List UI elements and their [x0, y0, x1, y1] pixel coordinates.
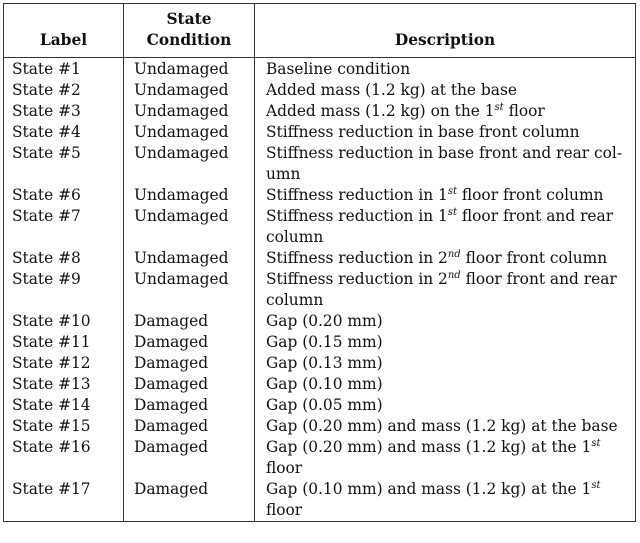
header-row [4, 4, 636, 58]
row-label: State #6 [4, 185, 124, 206]
description-continuation: column [266, 291, 324, 309]
description-text: Gap (0.15 mm) [266, 333, 383, 351]
table-row [4, 374, 636, 395]
row-label: State #13 [4, 374, 124, 395]
row-condition: Damaged [124, 353, 255, 374]
ordinal-superscript: st [591, 480, 601, 491]
row-label: State #15 [4, 416, 124, 437]
description-tail: floor front column [460, 249, 608, 267]
row-condition: Damaged [124, 374, 255, 395]
table-row [4, 143, 636, 185]
row-label: State #7 [4, 206, 124, 248]
row-label: State #4 [4, 122, 124, 143]
table-row [4, 311, 636, 332]
description-text: Gap (0.10 mm) [266, 375, 383, 393]
ordinal-superscript: st [494, 102, 504, 113]
row-label: State #12 [4, 353, 124, 374]
description-line [266, 395, 629, 416]
table-row [4, 185, 636, 206]
header-state-condition: State Condition [124, 4, 255, 58]
table-row [4, 122, 636, 143]
table-row [4, 416, 636, 437]
description-line [266, 206, 629, 227]
table-row [4, 437, 636, 479]
table-body [4, 58, 636, 522]
row-label: State #2 [4, 80, 124, 101]
description-text: Stiffness reduction in 1 [266, 186, 448, 204]
row-description [255, 122, 636, 143]
row-condition: Undamaged [124, 143, 255, 185]
description-continuation: column [266, 228, 324, 246]
description-text: Stiffness reduction in 1 [266, 207, 448, 225]
row-condition: Undamaged [124, 58, 255, 81]
description-text: Gap (0.20 mm) [266, 312, 383, 330]
row-description [255, 269, 636, 311]
description-tail: floor front and rear [460, 270, 617, 288]
header-label: Label [4, 4, 124, 58]
description-line [266, 353, 629, 374]
row-condition: Undamaged [124, 185, 255, 206]
description-text: Stiffness reduction in 2 [266, 270, 448, 288]
table-row [4, 269, 636, 311]
description-tail: floor [503, 102, 545, 120]
description-line [266, 122, 629, 143]
ordinal-superscript: st [447, 186, 457, 197]
ordinal-superscript: nd [447, 249, 461, 260]
row-description [255, 332, 636, 353]
row-condition: Damaged [124, 416, 255, 437]
description-tail: floor front column [457, 186, 604, 204]
description-line [266, 332, 629, 353]
description-line [266, 143, 629, 164]
table-row [4, 80, 636, 101]
description-text: Gap (0.13 mm) [266, 354, 383, 372]
ordinal-superscript: st [447, 207, 457, 218]
description-text: Gap (0.20 mm) and mass (1.2 kg) at the 1 [266, 438, 592, 456]
description-line [266, 185, 629, 206]
row-description [255, 395, 636, 416]
row-condition: Damaged [124, 395, 255, 416]
row-label: State #3 [4, 101, 124, 122]
description-line [266, 416, 629, 437]
row-label: State #9 [4, 269, 124, 311]
description-text: Gap (0.05 mm) [266, 396, 383, 414]
description-line [266, 269, 629, 290]
row-description [255, 437, 636, 479]
row-description [255, 479, 636, 522]
description-line [266, 80, 629, 101]
row-condition: Undamaged [124, 80, 255, 101]
ordinal-superscript: nd [447, 270, 461, 281]
row-description [255, 416, 636, 437]
table-row [4, 248, 636, 269]
row-description [255, 80, 636, 101]
description-line [266, 374, 629, 395]
row-description [255, 58, 636, 81]
table-row [4, 395, 636, 416]
description-continuation: floor [266, 459, 303, 477]
row-description [255, 248, 636, 269]
row-description [255, 353, 636, 374]
row-condition: Damaged [124, 437, 255, 479]
description-text: Stiffness reduction in base front column [266, 123, 580, 141]
table-row [4, 353, 636, 374]
row-description [255, 374, 636, 395]
row-label: State #14 [4, 395, 124, 416]
description-continuation: floor [266, 501, 303, 519]
description-line [266, 437, 629, 458]
row-label: State #8 [4, 248, 124, 269]
row-condition: Undamaged [124, 248, 255, 269]
row-description [255, 185, 636, 206]
row-condition: Damaged [124, 311, 255, 332]
row-condition: Damaged [124, 332, 255, 353]
description-text: Added mass (1.2 kg) on the 1 [266, 102, 495, 120]
description-line [266, 479, 629, 500]
description-continuation: umn [266, 165, 301, 183]
row-label: State #16 [4, 437, 124, 479]
table-row [4, 101, 636, 122]
description-line [266, 59, 629, 80]
table-row [4, 206, 636, 248]
row-description [255, 311, 636, 332]
table-row [4, 332, 636, 353]
description-text: Stiffness reduction in 2 [266, 249, 448, 267]
description-text: Stiffness reduction in base front and rear col- [266, 144, 623, 162]
row-description [255, 143, 636, 185]
header-description: Description [255, 4, 636, 58]
description-tail: floor front and rear [457, 207, 614, 225]
description-text: Gap (0.20 mm) and mass (1.2 kg) at the base [266, 417, 618, 435]
row-label: State #11 [4, 332, 124, 353]
description-text: Baseline condition [266, 60, 411, 78]
table-row [4, 58, 636, 81]
description-line [266, 311, 629, 332]
row-label: State #10 [4, 311, 124, 332]
ordinal-superscript: st [591, 438, 601, 449]
row-description [255, 206, 636, 248]
row-condition: Undamaged [124, 122, 255, 143]
description-line [266, 101, 629, 122]
row-label: State #17 [4, 479, 124, 522]
row-condition: Undamaged [124, 206, 255, 248]
description-line [266, 248, 629, 269]
row-condition: Damaged [124, 479, 255, 522]
row-condition: Undamaged [124, 101, 255, 122]
table-row [4, 479, 636, 522]
row-condition: Undamaged [124, 269, 255, 311]
row-label: State #5 [4, 143, 124, 185]
state-table [3, 3, 636, 522]
row-label: State #1 [4, 58, 124, 81]
description-text: Gap (0.10 mm) and mass (1.2 kg) at the 1 [266, 480, 592, 498]
row-description [255, 101, 636, 122]
description-text: Added mass (1.2 kg) at the base [266, 81, 517, 99]
